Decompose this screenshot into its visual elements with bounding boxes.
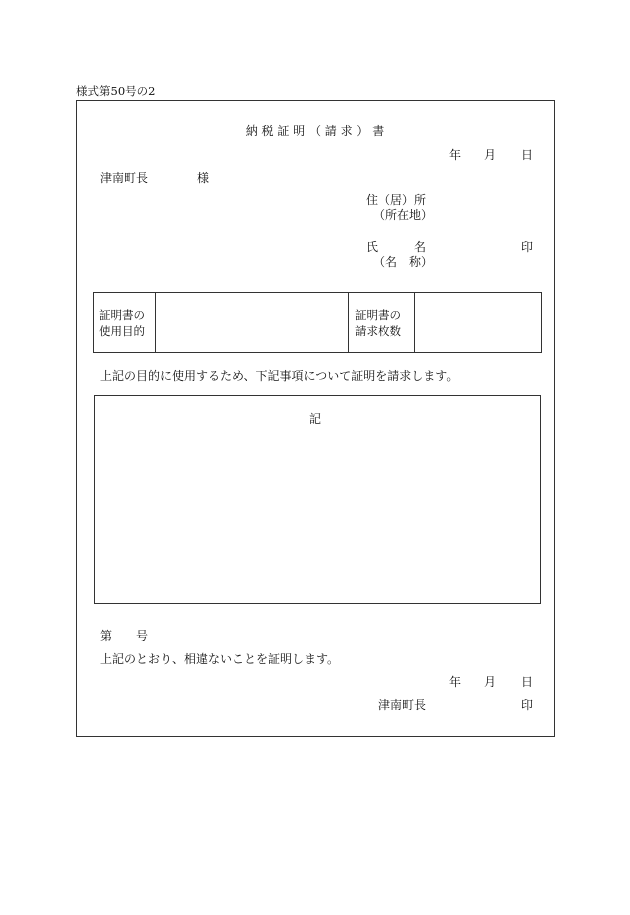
copies-label-line2: 請求枚数 (355, 324, 401, 338)
purpose-label-line2: 使用目的 (99, 324, 145, 338)
certificate-number-dai: 第 (100, 629, 113, 643)
notes-heading: 記 (308, 412, 321, 426)
request-date-year: 年 (449, 148, 462, 162)
address-label: 住（居）所 (366, 193, 427, 207)
form-number: 様式第50号の2 (76, 84, 156, 98)
copies-label-line1: 証明書の (355, 308, 401, 322)
certification-date-year: 年 (449, 675, 462, 689)
purpose-label (99, 307, 145, 339)
recipient-name: 津南町長 (100, 171, 149, 185)
certificate-number-go: 号 (136, 629, 149, 643)
table-divider-2 (348, 292, 349, 353)
recipient-honorific: 様 (197, 171, 210, 185)
table-divider-3 (414, 292, 415, 353)
request-date-day: 日 (521, 148, 534, 162)
issuer-seal-mark: 印 (521, 698, 534, 712)
table-divider-1 (155, 292, 156, 353)
purpose-field[interactable] (160, 298, 344, 348)
certification-date-day: 日 (521, 675, 534, 689)
certification-statement: 上記のとおり、相違ないことを証明します。 (100, 652, 340, 666)
purpose-label-line1: 証明書の (99, 308, 145, 322)
copies-label (355, 307, 401, 339)
request-sentence: 上記の目的に使用するため、下記事項について証明を請求します。 (100, 369, 459, 383)
address-sublabel: （所在地） (373, 208, 434, 222)
name-sublabel: （名 称） (373, 255, 434, 269)
certification-date-month: 月 (484, 675, 497, 689)
request-date-month: 月 (484, 148, 497, 162)
copies-field[interactable] (420, 298, 536, 348)
document-title: 納 税 証 明 （ 請 求 ） 書 (245, 124, 385, 138)
name-label: 氏 名 (366, 240, 427, 254)
applicant-seal-mark: 印 (521, 240, 534, 254)
notes-content-area[interactable] (104, 436, 531, 596)
issuer-name: 津南町長 (378, 698, 427, 712)
